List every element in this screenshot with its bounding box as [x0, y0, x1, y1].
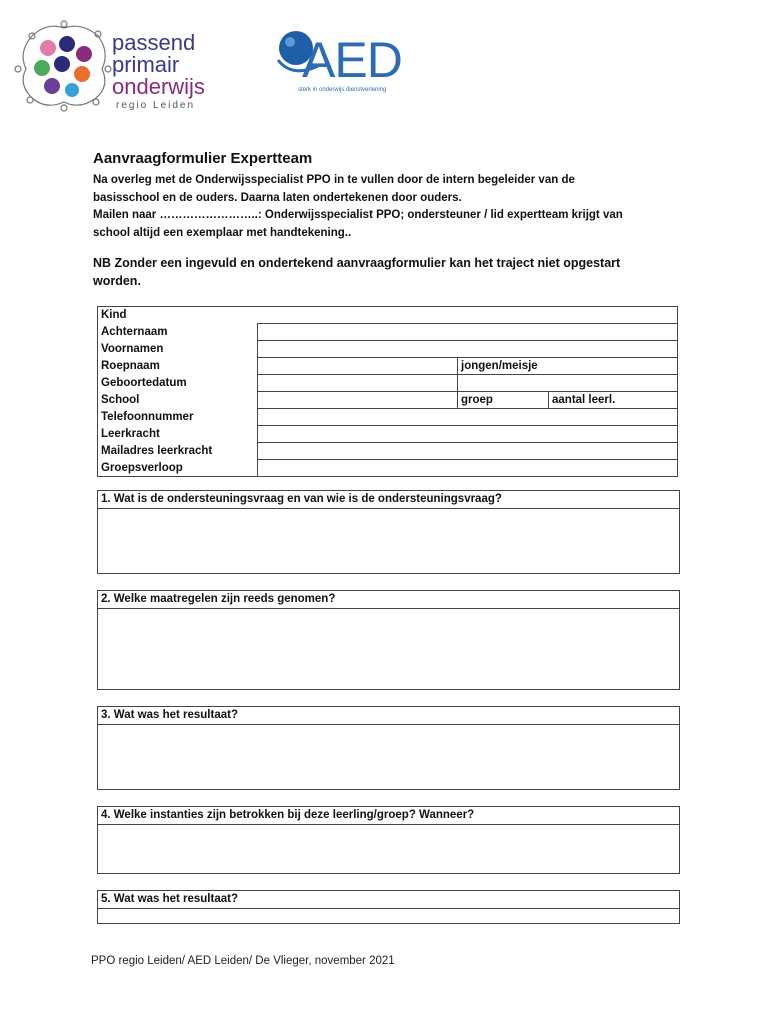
field-mailadres[interactable] [258, 443, 678, 460]
ppo-logo-line2: primair [112, 52, 180, 77]
ppo-logo-mark-icon [12, 14, 117, 114]
table-row [98, 358, 678, 375]
label-voornamen: Voornamen [98, 341, 258, 358]
intro-line: basisschool en de ouders. Daarna laten ondertekenen door ouders. [93, 191, 462, 204]
field-leerkracht[interactable] [258, 426, 678, 443]
label-groepsverloop: Groepsverloop [98, 460, 258, 477]
table-row [98, 426, 678, 443]
table-row [98, 307, 678, 324]
question-2-answer[interactable] [98, 609, 679, 689]
ppo-logo-region: regio Leiden [116, 100, 196, 111]
question-3-answer[interactable] [98, 725, 679, 789]
intro-text [93, 172, 693, 242]
label-leerkracht: Leerkracht [98, 426, 258, 443]
field-school[interactable] [258, 392, 458, 409]
question-4-answer[interactable] [98, 825, 679, 873]
field-aantal-leerlingen[interactable]: aantal leerl. [549, 392, 678, 409]
question-2-box [97, 590, 680, 690]
notice-text [93, 255, 693, 290]
label-school: School [98, 392, 258, 409]
notice-line: worden. [93, 273, 141, 288]
ppo-logo-line3: onderwijs [112, 74, 205, 99]
question-3-box [97, 706, 680, 790]
aed-logo-tagline: sterk in onderwijs dienstverlening [298, 87, 387, 93]
question-5-answer[interactable] [98, 909, 679, 923]
child-details-table [97, 306, 678, 477]
question-4-box [97, 806, 680, 874]
field-voornamen[interactable] [258, 341, 678, 358]
ppo-logo [12, 14, 217, 114]
question-1-answer[interactable] [98, 509, 679, 573]
field-groepsverloop[interactable] [258, 460, 678, 477]
field-jongen-meisje[interactable]: jongen/meisje [458, 358, 678, 375]
child-header: Kind [98, 307, 258, 324]
field-achternaam[interactable] [258, 324, 678, 341]
label-roepnaam: Roepnaam [98, 358, 258, 375]
child-header-spacer [258, 307, 678, 324]
intro-line: school altijd een exemplaar met handtekening.. [93, 226, 352, 239]
question-5-box [97, 890, 680, 924]
question-3-heading: 3. Wat was het resultaat? [98, 707, 679, 725]
table-row [98, 392, 678, 409]
field-geboortedatum-extra[interactable] [458, 375, 678, 392]
field-groep[interactable]: groep [458, 392, 549, 409]
question-1-box [97, 490, 680, 574]
label-geboortedatum: Geboortedatum [98, 375, 258, 392]
table-row [98, 409, 678, 426]
aed-logo-name: AED [302, 32, 402, 88]
table-row [98, 460, 678, 477]
label-achternaam: Achternaam [98, 324, 258, 341]
footer-text: PPO regio Leiden/ AED Leiden/ De Vlieger, november 2021 [91, 955, 395, 967]
question-5-heading: 5. Wat was het resultaat? [98, 891, 679, 909]
label-telefoonnummer: Telefoonnummer [98, 409, 258, 426]
table-row [98, 375, 678, 392]
table-row [98, 324, 678, 341]
notice-line: NB Zonder een ingevuld en ondertekend aanvraagformulier kan het traject niet opgestart [93, 256, 621, 270]
field-geboortedatum[interactable] [258, 375, 458, 392]
page-title: Aanvraagformulier Expertteam [93, 150, 313, 167]
table-row [98, 341, 678, 358]
table-row [98, 443, 678, 460]
label-mailadres: Mailadres leerkracht [98, 443, 258, 460]
aed-logo [266, 22, 406, 102]
question-4-heading: 4. Welke instanties zijn betrokken bij deze leerling/groep? Wanneer? [98, 807, 679, 825]
field-roepnaam[interactable] [258, 358, 458, 375]
intro-line: Na overleg met de Onderwijsspecialist PPO in te vullen door de intern begeleider van de [93, 174, 575, 186]
question-2-heading: 2. Welke maatregelen zijn reeds genomen? [98, 591, 679, 609]
question-1-heading: 1. Wat is de ondersteuningsvraag en van wie is de ondersteuningsvraag? [98, 491, 679, 509]
intro-line: Mailen naar ……………………..: Onderwijsspecialist PPO; ondersteuner / lid expertteam krijgt van [93, 209, 623, 221]
field-telefoonnummer[interactable] [258, 409, 678, 426]
ppo-logo-line1: passend [112, 30, 196, 55]
